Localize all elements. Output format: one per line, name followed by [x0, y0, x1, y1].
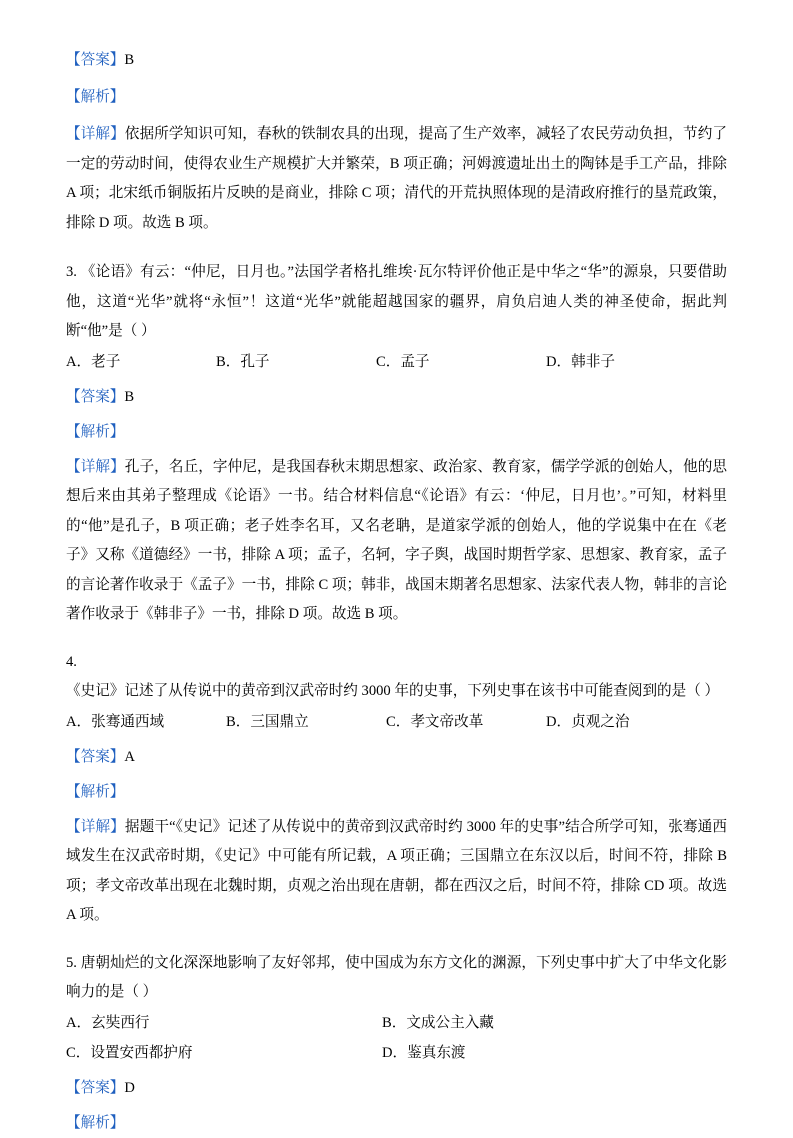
option-d[interactable]: D．贞观之治: [546, 713, 630, 730]
answer-label: 【答案】: [66, 388, 125, 405]
detail-text: 据题干“《史记》记述了从传说中的黄帝到汉武帝时约 3000 年的史事”结合所学可知，张骞通西域发生在汉武帝时期，《史记》中可能有所记载，A 项正确；三国鼎立在东汉以后，时间不符，排除 B 项；孝文帝改革出现在北魏时期，贞观之治出现在唐朝，都在西汉之后，时间不符，排除 CD 项。故选 A 项。: [66, 818, 727, 923]
analysis-label-line: [66, 418, 727, 447]
question-text: 《史记》记述了从传说中的黄帝到汉武帝时约 3000 年的史事，下列史事在该书中可能查阅到的是（ ）: [66, 683, 720, 699]
question-stem: [66, 258, 727, 347]
options-row: [66, 708, 727, 737]
option-c[interactable]: C．孝文帝改革: [386, 713, 484, 730]
analysis-label: 【解析】: [66, 423, 125, 440]
analysis-label: 【解析】: [66, 783, 125, 800]
detail-text: 孔子，名丘，字仲尼，是我国春秋末期思想家、政治家、教育家，儒学学派的创始人，他的思想后来由其弟子整理成《论语》一书。结合材料信息“《论语》有云：‘仲尼，日月也’。”可知，材料里的“他”是孔子，B 项正确；老子姓李名耳，又名老聃，是道家学派的创始人，他的学说集中在在《老子》又称《道德经》一书，排除 A 项；孟子，名轲，字子舆，战国时期哲学家、思想家、教育家，孟子的言论著作收录于《孟子》一书，排除 C 项；韩非，战国末期著名思想家、法家代表人物，韩非的言论著作收录于《韩非子》一书，排除 D 项。故选 B 项。: [66, 458, 727, 622]
question-block-3: [66, 258, 727, 630]
option-a[interactable]: A．玄奘西行: [66, 1014, 150, 1031]
question-block-5: [66, 949, 727, 1138]
analysis-label-line: [66, 1109, 727, 1138]
detail-tag: 【详解】: [66, 126, 125, 142]
spacer: [66, 630, 727, 640]
analysis-label-line: [66, 778, 727, 807]
option-a[interactable]: A．张骞通西域: [66, 713, 165, 730]
detail-tag: 【详解】: [66, 458, 125, 475]
option-a[interactable]: A．老子: [66, 353, 121, 370]
answer-label: 【答案】: [66, 1079, 125, 1096]
answer-line: [66, 383, 727, 412]
question-number: 4.: [66, 653, 77, 670]
detail-paragraph: [66, 120, 727, 238]
spacer: [66, 240, 727, 250]
detail-paragraph: [66, 453, 727, 630]
question-text: 唐朝灿烂的文化深深地影响了友好邻邦，使中国成为东方文化的渊源，下列史事中扩大了中华文化影响力的是（ ）: [66, 954, 727, 1000]
options-row: [66, 348, 727, 377]
options-row-2: [66, 1039, 727, 1068]
option-d[interactable]: D．韩非子: [546, 353, 615, 370]
detail-text: 依据所学知识可知，春秋的铁制农具的出现，提高了生产效率，减轻了农民劳动负担，节约了一定的劳动时间，使得农业生产规模扩大并繁荣，B 项正确；河姆渡遗址出土的陶钵是手工产品，排除 A 项；北宋纸币铜版拓片反映的是商业，排除 C 项；清代的开荒执照体现的是清政府推行的垦荒政策，排除 D 项。故选 B 项。: [66, 126, 727, 231]
option-b[interactable]: B．三国鼎立: [226, 713, 309, 730]
analysis-label-line: [66, 83, 727, 112]
question-number: 3.: [66, 264, 77, 280]
spacer: [66, 931, 727, 941]
answer-line: [66, 1074, 727, 1103]
option-d[interactable]: D．鉴真东渡: [382, 1044, 466, 1061]
option-b[interactable]: B．文成公主入藏: [382, 1014, 494, 1031]
detail-tag: 【详解】: [66, 818, 125, 835]
option-b[interactable]: B．孔子: [216, 353, 270, 370]
answer-label: 【答案】: [66, 52, 125, 68]
question-text: 《论语》有云：“仲尼，日月也。”法国学者格扎维埃·瓦尔特评价他正是中华之“华”的源泉，只要借助他，这道“光华”就将“永恒”！这道“光华”就能超越国家的疆界，肩负启迪人类的神圣使命，据此判断“他”是（ ）: [66, 264, 727, 339]
question-block-4: [66, 648, 727, 931]
analysis-label: 【解析】: [66, 1114, 125, 1131]
answer-value: B: [124, 388, 135, 405]
option-c[interactable]: C．孟子: [376, 353, 430, 370]
answer-line: [66, 743, 727, 772]
options-row-1: [66, 1009, 727, 1038]
answer-line: [66, 46, 727, 75]
detail-paragraph: [66, 813, 727, 931]
answer-value: D: [124, 1079, 135, 1096]
question-stem: [66, 949, 727, 1008]
analysis-label: 【解析】: [66, 89, 125, 105]
answer-value: A: [124, 748, 135, 765]
answer-value: B: [124, 52, 135, 68]
question-stem: [66, 648, 727, 707]
question-number: 5.: [66, 954, 77, 971]
option-c[interactable]: C．设置安西都护府: [66, 1044, 193, 1061]
answer-label: 【答案】: [66, 748, 125, 765]
